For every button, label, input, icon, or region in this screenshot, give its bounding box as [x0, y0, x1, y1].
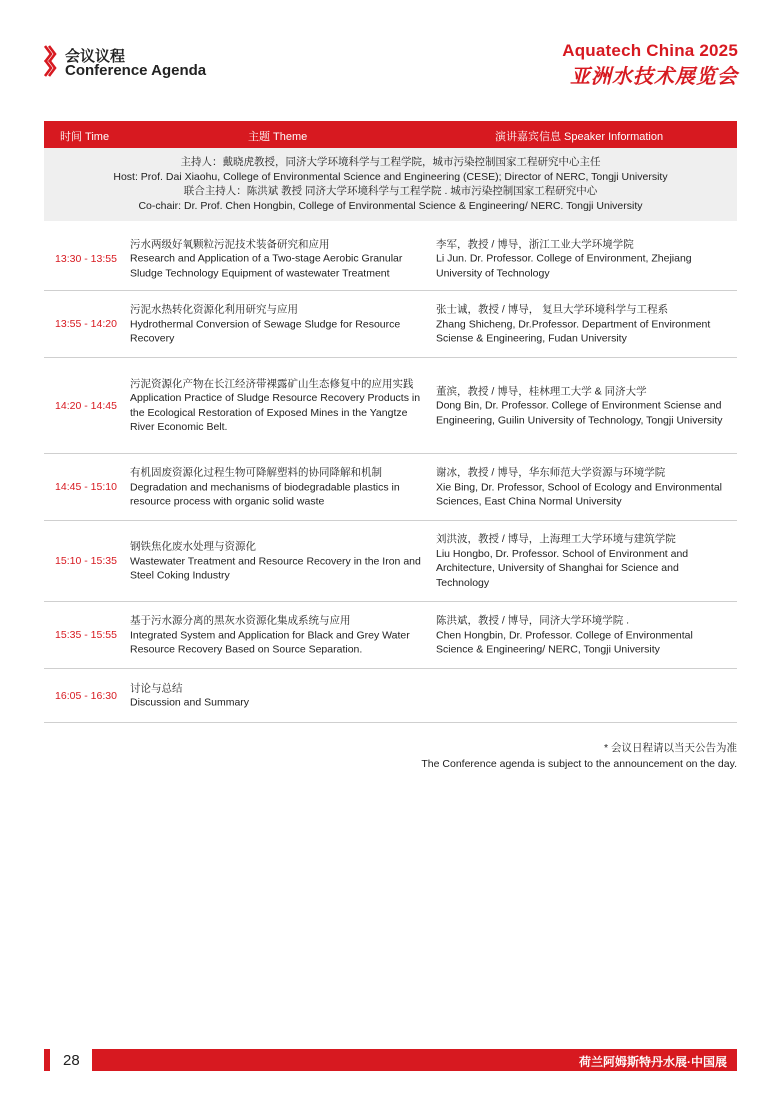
row-speaker: 刘洪波，教授 / 博导，上海理工大学环境与建筑学院 Liu Hongbo, Dr. Professor. School of Environment and Architecture, University of Shanghai for Science and Technology [436, 533, 689, 589]
row-speaker: 陈洪斌，教授 / 博导，同济大学环境学院 . Chen Hongbin, Dr. Professor. College of Environmental Science & Engineering/ NERC, Tongji University [436, 614, 693, 656]
page-title-en: Conference Agenda [65, 62, 207, 79]
host-line-en: Host: Prof. Dai Xiaohu, College of Environmental Science and Engineering (CESE); Director of NERC, Tongji University [113, 170, 668, 183]
cochair-line-en: Co-chair: Dr. Prof. Chen Hongbin, College of Environmental Science & Engineering/ NERC. Tongji University [138, 199, 643, 212]
brand-name-cn: 亚洲水技术展览会 [570, 66, 738, 88]
host-line-cn: 主持人：戴晓虎教授，同济大学环境科学与工程学院，城市污染控制国家工程研究中心主任 [180, 156, 601, 168]
cochair-line-cn: 联合主持人：陈洪斌 教授 同济大学环境科学与工程学院 . 城市污染控制国家工程研究中心 [183, 185, 598, 197]
row-theme: 污泥水热转化资源化利用研究与应用 Hydrothermal Conversion of Sewage Sludge for Resource Recovery [130, 303, 401, 345]
row-time: 14:20 - 14:45 [55, 399, 117, 412]
header-time: 时间 Time [60, 131, 110, 143]
page-number: 28 [63, 1052, 80, 1069]
table-row [44, 227, 737, 291]
table-row [44, 291, 737, 358]
row-speaker: 董滨，教授 / 博导，桂林理工大学 & 同济大学 Dong Bin, Dr. Professor. College of Environment Sciense and Engineering, Guilin University of Technology, Tongji University [436, 384, 723, 426]
row-time: 15:10 - 15:35 [55, 554, 117, 567]
host-info [44, 148, 737, 221]
brand-name-en: Aquatech China 2025 [562, 41, 738, 60]
row-speaker: 李军，教授 / 博导，浙江工业大学环境学院 Li Jun. Dr. Professor. College of Environment, Zhejiang University of Technology [436, 237, 692, 279]
row-time: 13:55 - 14:20 [55, 317, 117, 330]
row-speaker: 谢冰，教授 / 博导，华东师范大学资源与环境学院 Xie Bing, Dr. Professor, School of Ecology and Environmental Sciences, East China Normal University [436, 466, 722, 508]
note-cn: * 会议日程请以当天公告为准 [603, 742, 737, 754]
agenda-table [44, 121, 737, 723]
row-theme: 污泥资源化产物在长江经济带裸露矿山生态修复中的应用实践 Application Practice of Sludge Resource Recovery Products in the Ecological Restoration of Exposed Mines in the Yangtze River Economic Belt. [130, 377, 421, 433]
page-title-cn: 会议议程 [65, 48, 126, 65]
row-time: 15:35 - 15:55 [55, 628, 117, 641]
row-theme: 污水两级好氧颗粒污泥技术装备研究和应用 Research and Application of a Two-stage Aerobic Granular Sludge Technology Equipment of wastewater Treatment [130, 237, 403, 279]
table-row [44, 358, 737, 454]
row-speaker: 张士诚，教授 / 博导， 复旦大学环境科学与工程系 Zhang Shicheng, Dr.Professor. Department of Environment Sciense & Engineering, Fudan University [436, 303, 711, 345]
row-time: 13:30 - 13:55 [55, 252, 117, 265]
row-time: 14:45 - 15:10 [55, 480, 117, 493]
row-theme: 钢铁焦化废水处理与资源化 Wastewater Treatment and Resource Recovery in the Iron and Steel Coking Industry [130, 540, 421, 582]
note-en: The Conference agenda is subject to the announcement on the day. [421, 758, 737, 770]
row-theme: 有机固废资源化过程生物可降解塑料的协同降解和机制 Degradation and mechanisms of biodegradable plastics in resource process with organic solid waste [130, 466, 400, 508]
row-time: 16:05 - 16:30 [55, 689, 117, 702]
table-row [44, 521, 737, 602]
row-theme: 讨论与总结 Discussion and Summary [130, 682, 250, 709]
table-row [44, 669, 737, 723]
agenda-note [421, 740, 737, 772]
table-row [44, 454, 737, 521]
footer-accent-bar [44, 1049, 50, 1071]
footer-banner [92, 1049, 737, 1071]
header-theme: 主题 Theme [248, 131, 308, 143]
chevron-mark-icon [44, 45, 58, 77]
table-header [44, 121, 737, 148]
footer-text: 荷兰阿姆斯特丹水展·中国展 [579, 1055, 727, 1069]
table-row [44, 602, 737, 669]
row-theme: 基于污水源分离的黑灰水资源化集成系统与应用 Integrated System and Application for Black and Grey Water Resource Recovery Based on Source Separation. [130, 614, 410, 656]
header-speaker: 演讲嘉宾信息 Speaker Information [495, 131, 664, 143]
